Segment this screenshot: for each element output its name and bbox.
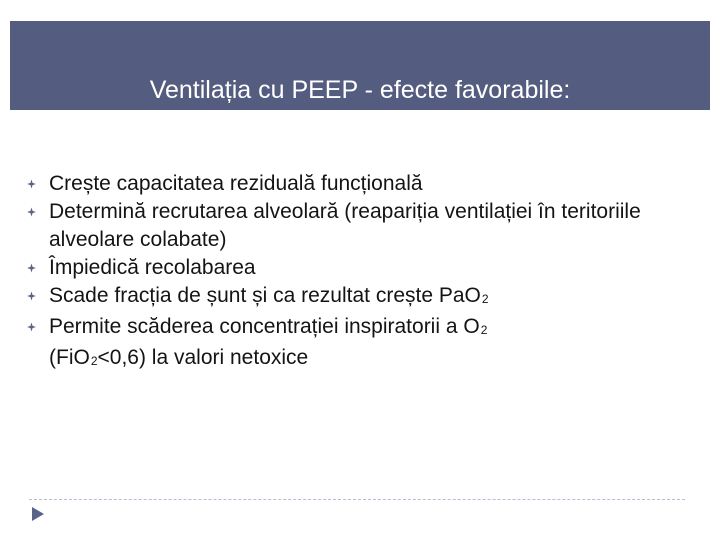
footer-divider [29, 499, 685, 500]
four-point-star-icon [27, 263, 36, 273]
bullet-text-continued: (FiO [49, 346, 90, 369]
subscript: 2 [480, 323, 488, 337]
four-point-star-icon [27, 179, 36, 189]
subscript: 2 [481, 292, 489, 306]
bullet-text: Determină recrutarea alveolară (reapariția ventilației în teritoriile alveolare colabate) [49, 200, 641, 251]
bullet-text-end: <0,6) la valori netoxice [97, 346, 309, 369]
bullet-item [25, 313, 705, 375]
subscript: 2 [90, 354, 98, 368]
bullet-item [25, 254, 705, 282]
bullet-item [25, 198, 705, 254]
bullet-text: Permite scăderea concentrației inspiratorii a O [49, 315, 480, 338]
four-point-star-icon [27, 207, 36, 217]
bullet-text: Împiedică recolabarea [49, 256, 256, 279]
bullet-text: Crește capacitatea reziduală funcțională [49, 172, 423, 195]
bullet-item [25, 282, 705, 313]
bullet-list [25, 170, 705, 375]
slide-title: Ventilația cu PEEP - efecte favorabile: [149, 76, 571, 104]
play-arrow-icon[interactable] [29, 505, 47, 523]
four-point-star-icon [27, 322, 36, 332]
bullet-item [25, 170, 705, 198]
four-point-star-icon [27, 291, 36, 301]
title-bar [10, 21, 710, 110]
bullet-text: Scade fracția de șunt și ca rezultat crește PaO [49, 284, 481, 307]
